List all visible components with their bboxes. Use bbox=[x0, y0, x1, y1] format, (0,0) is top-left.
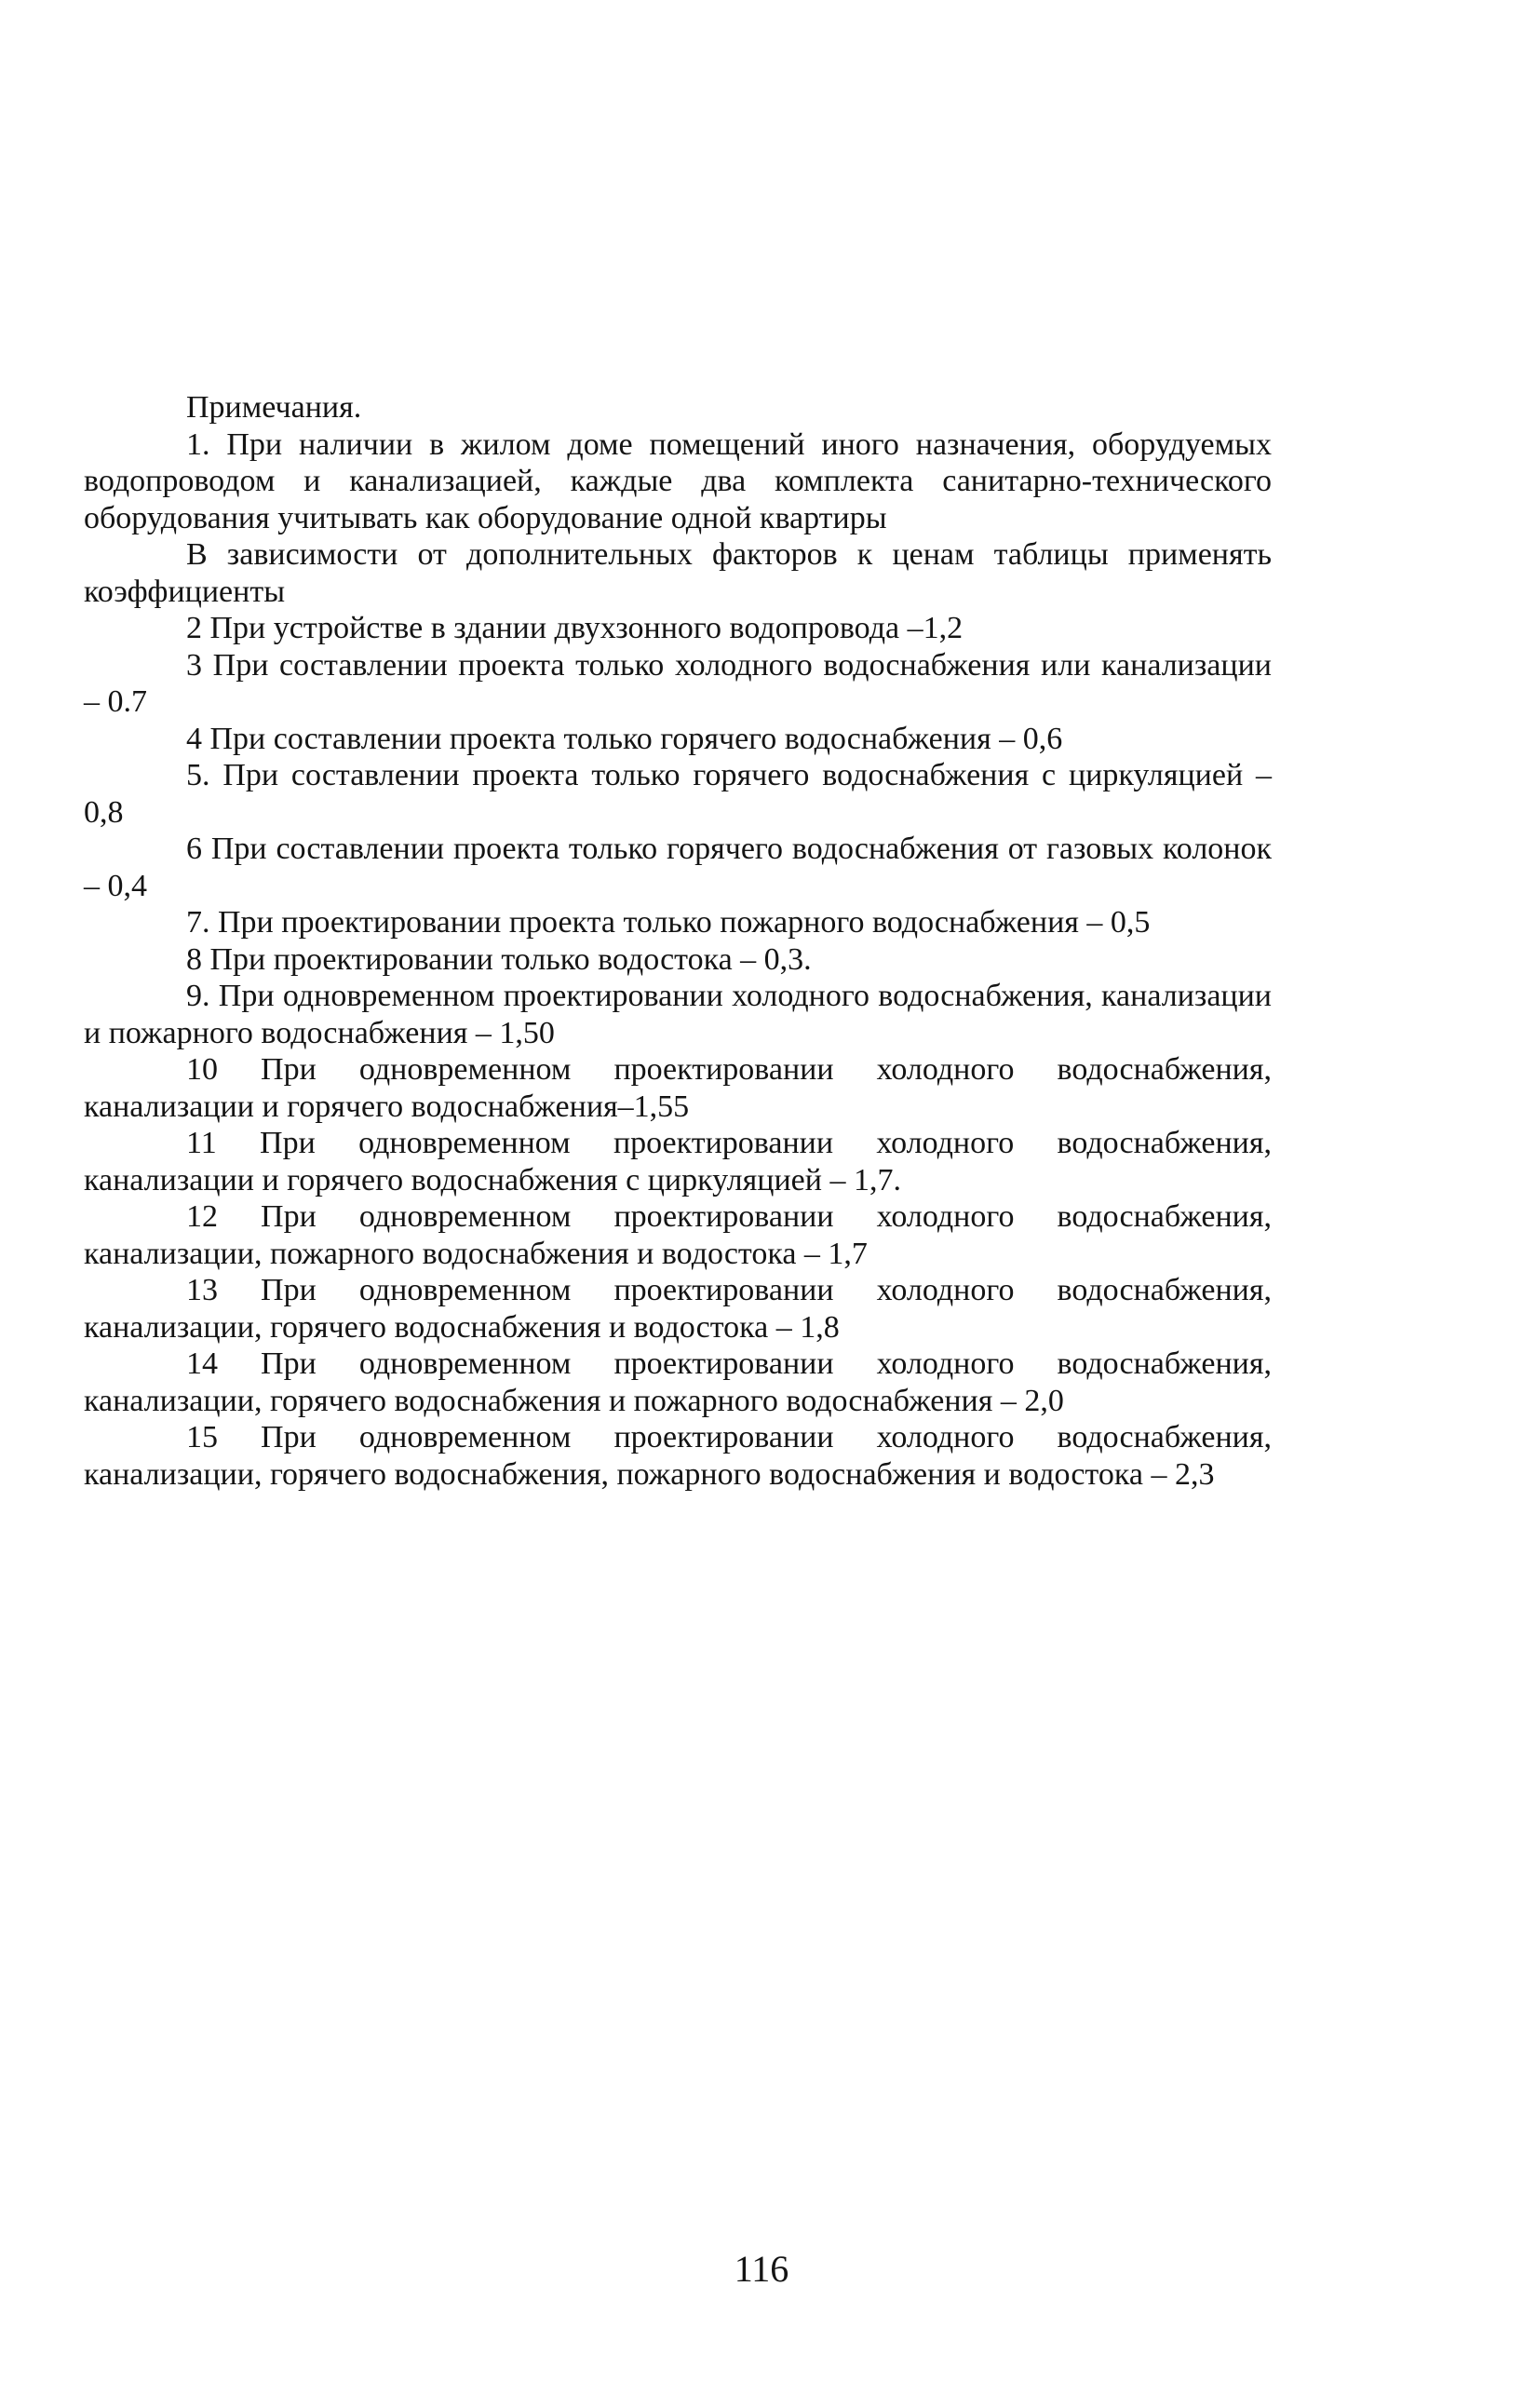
note-paragraph-9: 9. При одновременном проектировании холодного водоснабжения, канализации и пожарного водоснабжения – 1,50 bbox=[84, 979, 1272, 1050]
note-paragraph-15: 15 При одновременном проектировании холодного водоснабжения, канализации, горячего водоснабжения, пожарного водоснабжения и водостока – 2,3 bbox=[84, 1420, 1272, 1492]
note-paragraph-13: 13 При одновременном проектировании холодного водоснабжения, канализации, горячего водоснабжения и водостока – 1,8 bbox=[84, 1273, 1272, 1345]
note-paragraph-12: 12 При одновременном проектировании холодного водоснабжения, канализации, пожарного водоснабжения и водостока – 1,7 bbox=[84, 1199, 1272, 1271]
note-paragraph-7: 7. При проектировании проекта только пожарного водоснабжения – 0,5 bbox=[186, 905, 1151, 940]
coefficients-intro: В зависимости от дополнительных факторов к ценам таблицы применять коэффициенты bbox=[84, 537, 1272, 609]
notes-heading: Примечания. bbox=[186, 390, 362, 425]
note-paragraph-11: 11 При одновременном проектировании холодного водоснабжения, канализации и горячего водоснабжения с циркуляцией – 1,7. bbox=[84, 1126, 1272, 1197]
note-paragraph-1: 1. При наличии в жилом доме помещений иного назначения, оборудуемых водопроводом и канализацией, каждые два комплекта санитарно-технического оборудования учитывать как оборудование одной квартиры bbox=[84, 426, 1272, 535]
page-number: 116 bbox=[734, 2248, 789, 2290]
note-paragraph-14: 14 При одновременном проектировании холодного водоснабжения, канализации, горячего водоснабжения и пожарного водоснабжения – 2,0 bbox=[84, 1346, 1272, 1418]
note-paragraph-4: 4 При составлении проекта только горячего водоснабжения – 0,6 bbox=[186, 721, 1063, 756]
note-paragraph-10: 10 При одновременном проектировании холодного водоснабжения, канализации и горячего водоснабжения–1,55 bbox=[84, 1052, 1272, 1124]
note-paragraph-6: 6 При составлении проекта только горячего водоснабжения от газовых колонок – 0,4 bbox=[84, 832, 1272, 903]
note-paragraph-8: 8 При проектировании только водостока – 0,3. bbox=[186, 941, 812, 977]
note-paragraph-3: 3 При составлении проекта только холодного водоснабжения или канализации – 0.7 bbox=[84, 647, 1272, 719]
note-paragraph-5: 5. При составлении проекта только горячего водоснабжения с циркуляцией – 0,8 bbox=[84, 758, 1272, 830]
notes-section bbox=[84, 389, 1272, 1493]
note-paragraph-2: 2 При устройстве в здании двухзонного водопровода –1,2 bbox=[186, 611, 964, 645]
